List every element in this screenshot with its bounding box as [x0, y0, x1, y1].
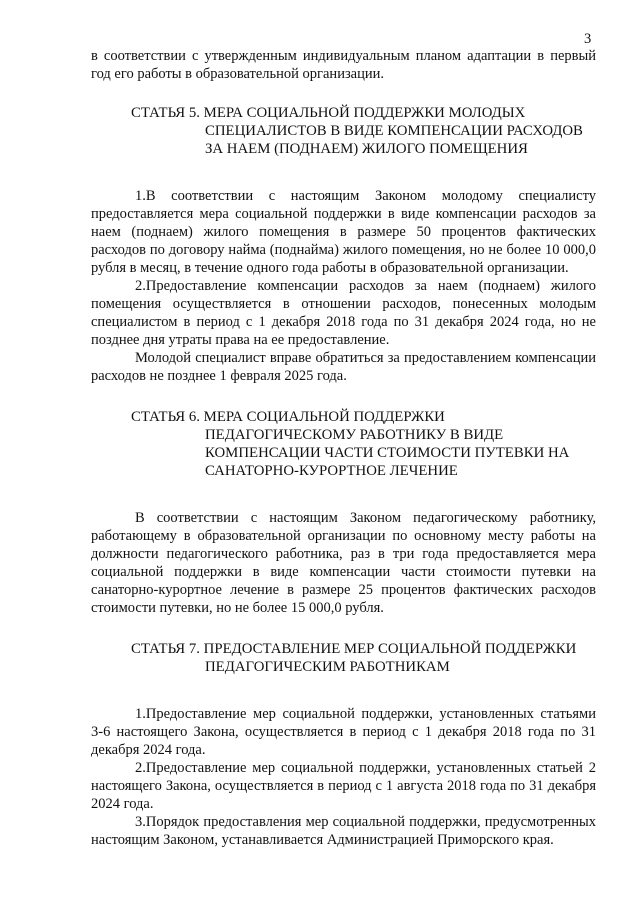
article-7-paragraph-1: 1.Предоставление мер социальной поддержки, установленных статьями 3-6 настоящего Закона, осуществляется в период с 1 декабря 2018 года по 31 декабря 2024 года. — [91, 706, 596, 758]
page-number: 3 — [584, 31, 592, 47]
article-5-paragraph-2: 2.Предоставление компенсации расходов за наем (поднаем) жилого помещения осуществляется в отношении расходов, понесенных молодым специалистом в период с 1 декабря 2018 года по 31 декабря 2024 года, но не позднее дня утраты права на ее предоставление. — [91, 278, 596, 348]
article-6-heading: СТАТЬЯ 6. МЕРА СОЦИАЛЬНОЙ ПОДДЕРЖКИ ПЕДАГОГИЧЕСКОМУ РАБОТНИКУ В ВИДЕ КОМПЕНСАЦИИ ЧАСТИ СТОИМОСТИ ПУТЕВКИ НА САНАТОРНО-КУРОРТНОЕ ЛЕЧЕНИЕ — [131, 409, 570, 479]
article-5-heading: СТАТЬЯ 5. МЕРА СОЦИАЛЬНОЙ ПОДДЕРЖКИ МОЛОДЫХ СПЕЦИАЛИСТОВ В ВИДЕ КОМПЕНСАЦИИ РАСХОДОВ ЗА НАЕМ (ПОДНАЕМ) ЖИЛОГО ПОМЕЩЕНИЯ — [131, 105, 583, 157]
article-6-paragraph-1: В соответствии с настоящим Законом педагогическому работнику, работающему в образовательной организации по основному месту работы на должности педагогического работника, раз в три года предоставляется мера социальной поддержки в виде компенсации части стоимости путевки на санаторно-курортное лечение в размере 25 процентов фактических расходов стоимости путевки, но не более 15 000,0 рубля. — [91, 510, 596, 616]
article-7-paragraph-3: 3.Порядок предоставления мер социальной поддержки, предусмотренных настоящим Законом, устанавливается Администрацией Приморского края. — [91, 814, 596, 848]
article-7-heading: СТАТЬЯ 7. ПРЕДОСТАВЛЕНИЕ МЕР СОЦИАЛЬНОЙ ПОДДЕРЖКИ ПЕДАГОГИЧЕСКИМ РАБОТНИКАМ — [131, 641, 577, 675]
document-body — [91, 47, 596, 849]
intro-paragraph: в соответствии с утвержденным индивидуальным планом адаптации в первый год его работы в образовательной организации. — [91, 48, 596, 82]
article-5-paragraph-1: 1.В соответствии с настоящим Законом молодому специалисту предоставляется мера социальной поддержки в виде компенсации расходов за наем (поднаем) жилого помещения в размере 50 процентов фактических расходов по договору найма (поднайма) жилого помещения, но не более 10 000,0 рубля в месяц, в течение одного года работы в образовательной организации. — [91, 188, 596, 276]
article-5-paragraph-3: Молодой специалист вправе обратиться за предоставлением компенсации расходов не позднее 1 февраля 2025 года. — [91, 350, 596, 384]
article-7-paragraph-2: 2.Предоставление мер социальной поддержки, установленных статьей 2 настоящего Закона, осуществляется в период с 1 августа 2018 года по 31 декабря 2024 года. — [91, 760, 596, 812]
